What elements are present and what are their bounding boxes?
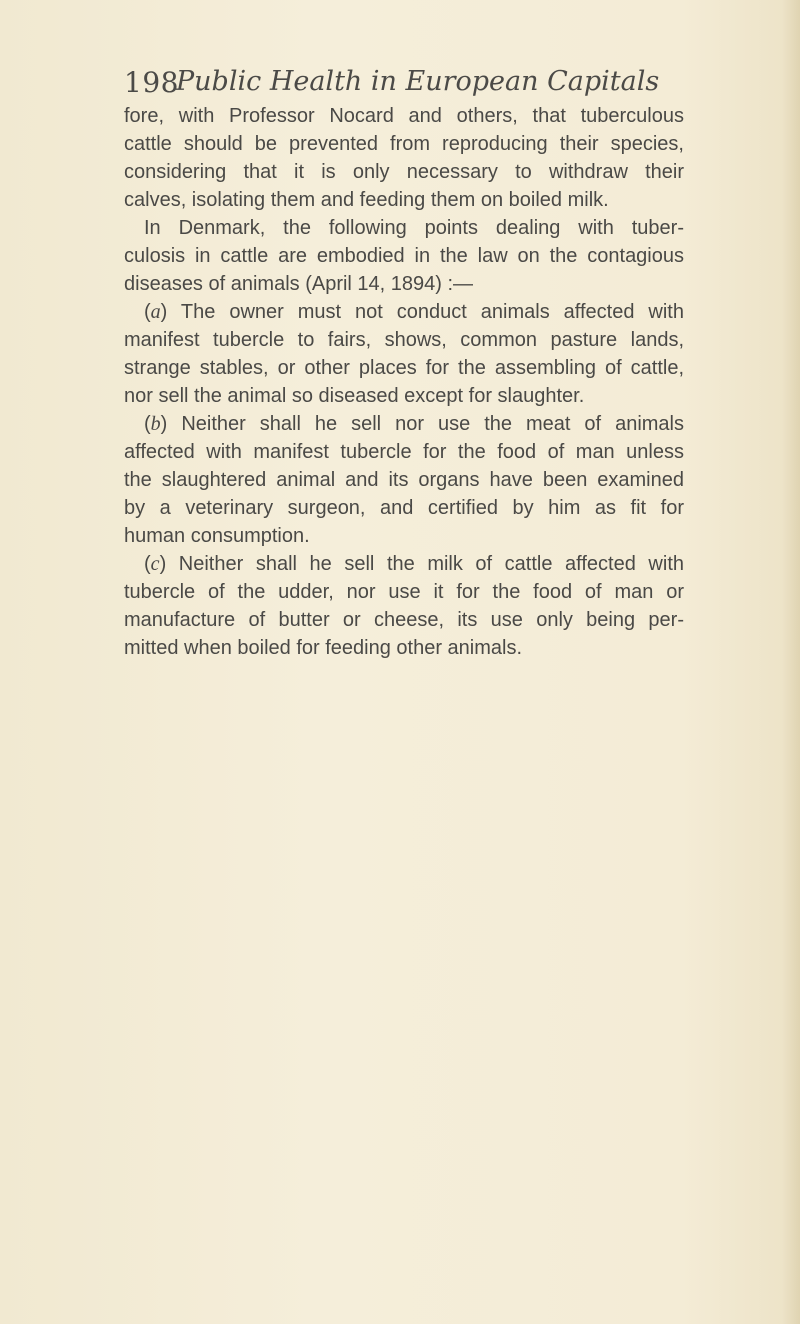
text-line: affected with manifest tubercle for the food of man unless (124, 441, 684, 463)
text-line: tubercle of the udder, nor use it for the food of man or (124, 581, 684, 603)
text-line: mitted when boiled for feeding other animals. (124, 637, 523, 659)
text-line: manufacture of butter or cheese, its use only being per- (124, 609, 684, 631)
clause-first-line-text: Neither shall he sell the milk of cattle affected with (178, 553, 684, 575)
text-line: nor sell the animal so diseased except for slaughter. (124, 385, 585, 407)
body-text (124, 102, 684, 662)
text-line: strange stables, or other places for the assembling of cattle, (124, 357, 684, 379)
paragraph-denmark (124, 214, 684, 298)
clause-c (124, 550, 684, 662)
text-line: culosis in cattle are embodied in the law on the contagious (124, 245, 684, 267)
running-header (124, 66, 684, 106)
text-line: fore, with Professor Nocard and others, that tuberculous (124, 105, 684, 127)
clause-first-line: (a) The owner must not conduct animals affected with (144, 301, 684, 323)
clause-first-line: (c) Neither shall he sell the milk of cattle affected with (144, 553, 684, 575)
clause-marker: a (150, 301, 161, 323)
text-line: human consumption. (124, 525, 310, 547)
running-title: Public Health in European Capitals (176, 66, 660, 97)
clause-first-line: (b) Neither shall he sell nor use the meat of animals (144, 413, 684, 435)
page-edge-shadow (782, 0, 800, 1324)
paragraph-continuation (124, 102, 684, 214)
clause-first-line-text: The owner must not conduct animals affected with (180, 301, 684, 323)
clause-marker: c (150, 553, 160, 575)
text-line: the slaughtered animal and its organs have been examined (124, 469, 684, 491)
clause-a (124, 298, 684, 410)
clause-b (124, 410, 684, 550)
clause-marker: b (150, 413, 161, 435)
text-line: considering that it is only necessary to withdraw their (124, 161, 684, 183)
text-line: by a veterinary surgeon, and certified by him as fit for (124, 497, 684, 519)
text-line: manifest tubercle to fairs, shows, common pasture lands, (124, 329, 684, 351)
text-line: In Denmark, the following points dealing with tuber- (144, 217, 684, 239)
page-number: 198 (124, 66, 179, 99)
text-line: calves, isolating them and feeding them on boiled milk. (124, 189, 609, 211)
clause-first-line-text: Neither shall he sell nor use the meat of animals (181, 413, 684, 435)
text-line: cattle should be prevented from reproducing their species, (124, 133, 684, 155)
text-line: diseases of animals (April 14, 1894) :— (124, 273, 474, 295)
